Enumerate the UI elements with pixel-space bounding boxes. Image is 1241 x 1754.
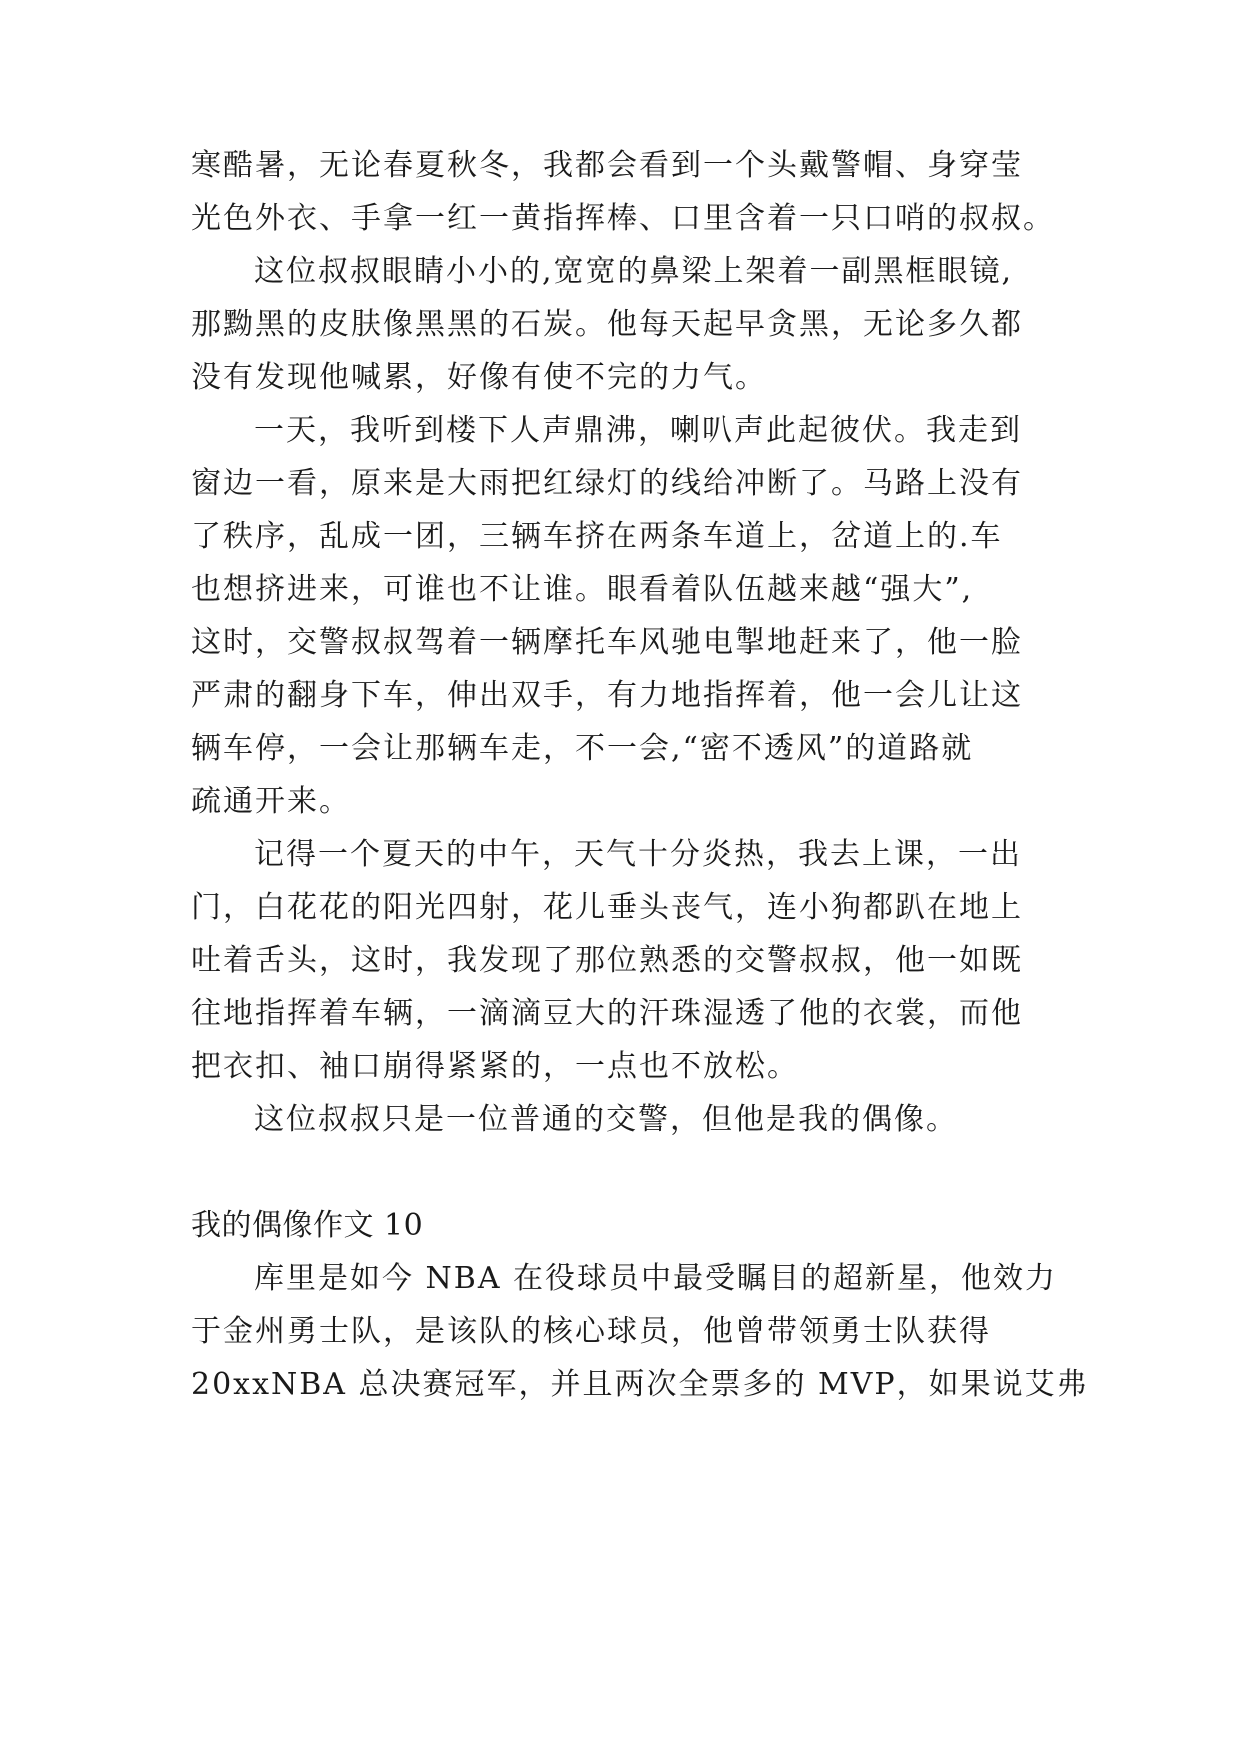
text-line: 辆车停，一会让那辆车走，不一会,“密不透风”的道路就 [191, 731, 974, 766]
text-line: 光色外衣、手拿一红一黄指挥棒、口里含着一只口哨的叔叔。 [191, 201, 1055, 236]
paragraph-start-line: 库里是如今 NBA 在役球员中最受瞩目的超新星，他效力 [254, 1261, 1058, 1296]
text-line: 吐着舌头，这时，我发现了那位熟悉的交警叔叔，他一如既 [191, 943, 1023, 978]
text-line: 那黝黑的皮肤像黑黑的石炭。他每天起早贪黑，无论多久都 [191, 307, 1023, 342]
paragraph-start-line: 记得一个夏天的中午，天气十分炎热，我去上课，一出 [254, 837, 1022, 872]
text-line: 把衣扣、袖口崩得紧紧的，一点也不放松。 [191, 1049, 799, 1084]
text-line: 窗边一看，原来是大雨把红绿灯的线给冲断了。马路上没有 [191, 466, 1023, 501]
paragraph-start-line: 这位叔叔只是一位普通的交警，但他是我的偶像。 [254, 1102, 958, 1137]
text-line: 疏通开来。 [191, 784, 351, 819]
text-line: 门，白花花的阳光四射，花儿垂头丧气，连小狗都趴在地上 [191, 890, 1023, 925]
paragraph-start-line: 一天，我听到楼下人声鼎沸，喇叭声此起彼伏。我走到 [254, 413, 1022, 448]
text-line: 寒酷暑，无论春夏秋冬，我都会看到一个头戴警帽、身穿莹 [191, 148, 1023, 183]
section-heading: 我的偶像作文 10 [191, 1208, 424, 1243]
text-line: 没有发现他喊累，好像有使不完的力气。 [191, 360, 767, 395]
text-line: 了秩序，乱成一团，三辆车挤在两条车道上，岔道上的.车 [191, 519, 1003, 554]
text-line: 这时，交警叔叔驾着一辆摩托车风驰电掣地赶来了，他一脸 [191, 625, 1023, 660]
text-line: 20xxNBA 总决赛冠军，并且两次全票多的 MVP，如果说艾弗 [191, 1367, 1089, 1402]
text-line: 也想挤进来，可谁也不让谁。眼看着队伍越来越“强大”, [191, 572, 974, 607]
text-line: 于金州勇士队，是该队的核心球员，他曾带领勇士队获得 [191, 1314, 991, 1349]
text-line: 严肃的翻身下车，伸出双手，有力地指挥着，他一会儿让这 [191, 678, 1023, 713]
paragraph-start-line: 这位叔叔眼睛小小的,宽宽的鼻梁上架着一副黑框眼镜, [254, 254, 1014, 289]
text-line: 往地指挥着车辆，一滴滴豆大的汗珠湿透了他的衣裳，而他 [191, 996, 1023, 1031]
